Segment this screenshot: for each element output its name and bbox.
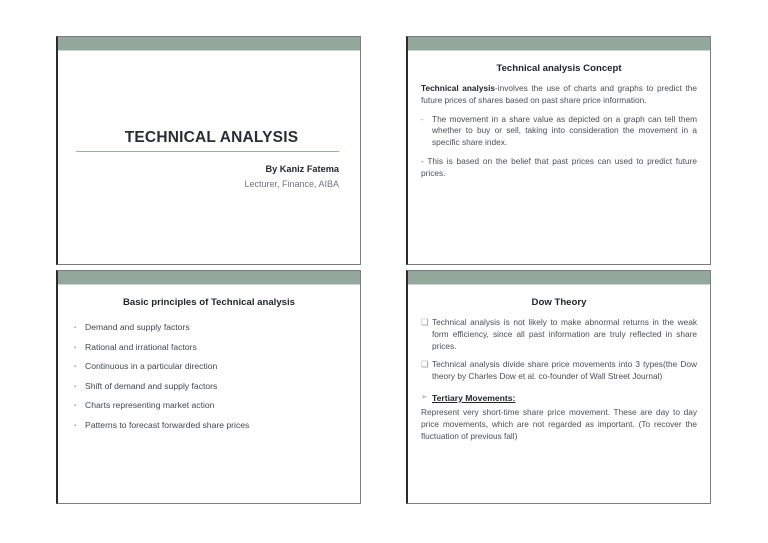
square-bullet-icon: ▪ [74,422,77,429]
list-item-label: Patterns to forecast forwarded share prices [85,419,250,430]
list-item [74,420,347,430]
bullet-text: The movement in a share value as depicted on a graph can tell them whether to buy or sell, taking into consideration the movement in a specific share index. [432,113,697,148]
principles-list [58,308,360,430]
slide-header-band [408,37,710,51]
title-block [58,129,360,189]
slide-heading: Basic principles of Technical analysis [122,297,296,308]
slide-dow-theory[interactable] [406,270,711,504]
list-item [74,361,347,371]
slide-body [408,285,710,503]
square-bullet-icon: ▪ [74,344,77,351]
slide-content [408,74,710,179]
slide-body [58,285,360,503]
bullet-text: Technical analysis divide share price movements into 3 types(the Dow theory by Charles Dow et al. co-founder of Wall Street Journal) [432,359,697,382]
bullet-item [421,114,697,149]
subsection-heading-row [421,392,697,404]
dash-bullet-icon: - [421,113,424,124]
intro-body-text: -involves the use of charts and graphs to predict the future prices of shares based on past share price information. [421,83,697,105]
author-affiliation: Lecturer, Finance, AIBA [244,179,339,189]
slide-title[interactable] [56,36,361,265]
arrow-bullet-icon: ➢ [421,391,428,401]
list-item-label: Continuous in a particular direction [85,361,218,371]
closing-paragraph: - This is based on the belief that past prices can used to predict future prices. [421,155,697,178]
bullet-item [421,359,697,383]
list-item [74,342,347,352]
title-accent-rule [76,151,339,152]
list-item-label: Shift of demand and supply factors [85,380,218,391]
author-name: By Kaniz Fatema [265,164,339,174]
list-item [74,381,347,391]
intro-paragraph [421,83,697,107]
subsection-body: Represent very short-time share price movement. These are day to day price movements, which are not regarded as important. (To recover the fluctuation of previous fall) [421,407,697,441]
slide-body [408,51,710,264]
list-item-label: Demand and supply factors [85,322,190,332]
slide-content [408,308,710,442]
intro-lead-term: Technical analysis [421,83,495,93]
slide-header-band [58,37,360,51]
slide-basic-principles[interactable] [56,270,361,504]
list-item [74,400,347,410]
square-bullet-icon: ▪ [74,403,77,409]
bullet-item [421,317,697,352]
slide-header-band [58,271,360,285]
list-item-label: Charts representing market action [85,400,215,410]
slide-header-band [408,271,710,285]
bullet-text: Technical analysis is not likely to make abnormal returns in the weak form efficiency, since all past information are truly reflected in share prices. [432,317,697,351]
square-bullet-icon: ▪ [74,364,77,370]
hollow-square-bullet-icon: ❑ [421,317,429,327]
slide-body [58,51,360,264]
slide-technical-analysis-concept[interactable] [406,36,711,265]
square-bullet-icon: ▪ [74,325,77,331]
list-item-label: Rational and irrational factors [85,341,197,352]
subsection-heading: Tertiary Movements: [432,392,516,403]
page-title: TECHNICAL ANALYSIS [124,129,299,146]
slide-heading: Dow Theory [531,297,587,308]
list-item [74,322,347,332]
hollow-square-bullet-icon: ❑ [421,359,429,370]
slide-heading: Technical analysis Concept [496,63,622,74]
square-bullet-icon: ▪ [74,383,77,390]
